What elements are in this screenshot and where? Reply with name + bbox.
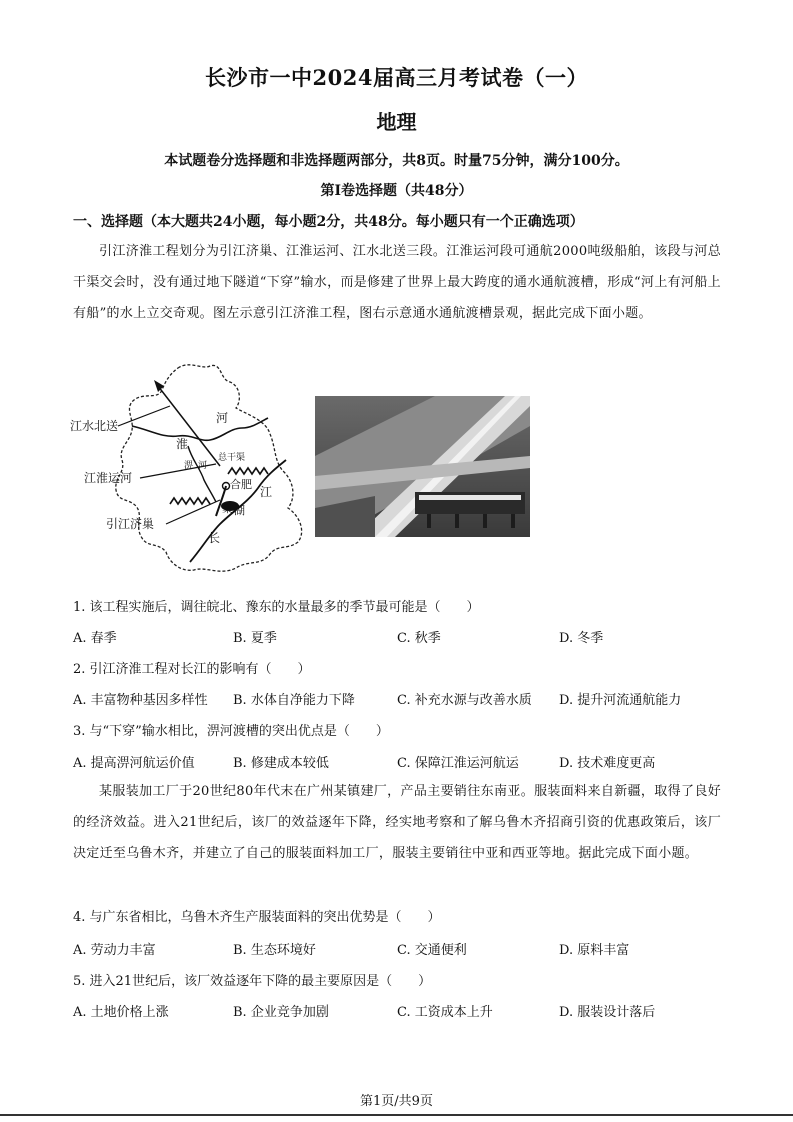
river-chang-label: 长 (208, 531, 221, 545)
question-5-stem: 5. 进入21世纪后，该厂效益逐年下降的最主要原因是（ ） (73, 974, 432, 989)
q1-option-c[interactable]: C. 秋季 (397, 631, 441, 646)
q3-option-d[interactable]: D. 技术难度更高 (559, 756, 656, 771)
footer-divider (0, 1114, 793, 1116)
passage-1: 引江济淮工程划分为引江济巢、江淮运河、江水北送三段。江淮运河段可通航2000吨级船舶，该段与河总干渠交会时，没有通过地下隧道“下穿”输水，而是修建了世界上最大跨度的通水通航渡槽，形成“河上有河船上有船”的水上立交奇观。图左示意引江济淮工程，图右示意通水通航渡槽景观，据此完成下面小题。 (73, 244, 721, 321)
canal-zonggan-label: 总干渠 (218, 453, 246, 463)
photo-aqueduct-water (419, 495, 521, 500)
q1-option-b[interactable]: B. 夏季 (233, 631, 277, 646)
q5-option-c[interactable]: C. 工资成本上升 (397, 1005, 493, 1020)
river-he-label: 河 (216, 411, 229, 425)
part-heading: 一、选择题（本大题共24小题，每小题2分，共48分。每小题只有一个正确选项） (73, 214, 584, 230)
river-huai-label: 淮 (176, 437, 189, 451)
question-5-options (73, 1001, 733, 1021)
label-south: 引江济巢 (106, 517, 155, 531)
q5-option-b[interactable]: B. 企业竞争加剧 (233, 1005, 329, 1020)
label-north: 江水北送 (70, 419, 119, 433)
passage-2: 某服装加工厂于20世纪80年代末在广州某镇建厂，产品主要销往东南亚。服装面料来自新疆，取得了良好的经济效益。进入21世纪后，该厂的效益逐年下降，经实地考察和了解乌鲁木齐招商引资的优惠政策后，该厂决定迁至乌鲁木齐，并建立了自己的服装面料加工厂，服装主要销往中亚和西亚等地。据此完成下面小题。 (73, 784, 721, 861)
mountain-ridge (170, 468, 268, 504)
q1-option-d[interactable]: D. 冬季 (559, 631, 604, 646)
north-arrow (158, 386, 220, 466)
question-4-stem: 4. 与广东省相比，乌鲁木齐生产服装面料的突出优势是（ ） (73, 910, 441, 925)
river-fei-label: 淠 (184, 461, 194, 471)
page-number: 第1页/共9页 (360, 1094, 433, 1109)
q2-option-b[interactable]: B. 水体自净能力下降 (233, 693, 355, 708)
lake-hu-label: 湖 (234, 504, 245, 517)
river-jiang-label: 江 (260, 485, 273, 499)
question-3-stem: 3. 与“下穿”输水相比，淠河渡槽的突出优点是（ ） (73, 724, 389, 739)
question-4-options (73, 939, 733, 959)
exam-intro: 本试题卷分选择题和非选择题两部分，共8页。时量75分钟，满分100分。 (164, 153, 629, 169)
question-3-options (73, 752, 733, 772)
river-he2-label: 河 (198, 461, 208, 471)
exam-title: 长沙市一中2024届高三月考试卷（一） (205, 65, 588, 90)
label-canal: 江淮运河 (84, 471, 133, 485)
q3-option-a[interactable]: A. 提高淠河航运价值 (73, 756, 195, 771)
lake-chao-label: 巢 (222, 502, 233, 515)
project-map (70, 356, 310, 576)
q4-option-a[interactable]: A. 劳动力丰富 (73, 943, 156, 958)
question-1-stem: 1. 该工程实施后，调往皖北、豫东的水量最多的季节最可能是（ ） (73, 600, 480, 615)
q1-option-a[interactable]: A. 春季 (73, 631, 117, 646)
q3-option-c[interactable]: C. 保障江淮运河航运 (397, 756, 519, 771)
q2-option-c[interactable]: C. 补充水源与改善水质 (397, 693, 532, 708)
aqueduct-photo (315, 396, 530, 537)
question-2-options (73, 689, 733, 709)
q5-option-d[interactable]: D. 服装设计落后 (559, 1005, 656, 1020)
question-1-options (73, 627, 733, 647)
pointer-north (118, 406, 170, 426)
question-2-stem: 2. 引江济淮工程对长江的影响有（ ） (73, 662, 311, 677)
q2-option-a[interactable]: A. 丰富物种基因多样性 (73, 693, 208, 708)
q4-option-d[interactable]: D. 原料丰富 (559, 943, 630, 958)
section-title: 第Ⅰ卷选择题（共48分） (320, 183, 473, 199)
hefei-label: 合肥 (230, 478, 252, 491)
subject-title: 地理 (376, 110, 417, 134)
q3-option-b[interactable]: B. 修建成本较低 (233, 756, 329, 771)
q4-option-b[interactable]: B. 生态环境好 (233, 943, 316, 958)
q5-option-a[interactable]: A. 土地价格上涨 (73, 1005, 169, 1020)
q4-option-c[interactable]: C. 交通便利 (397, 943, 467, 958)
q2-option-d[interactable]: D. 提升河流通航能力 (559, 693, 682, 708)
huai-river (132, 418, 268, 440)
